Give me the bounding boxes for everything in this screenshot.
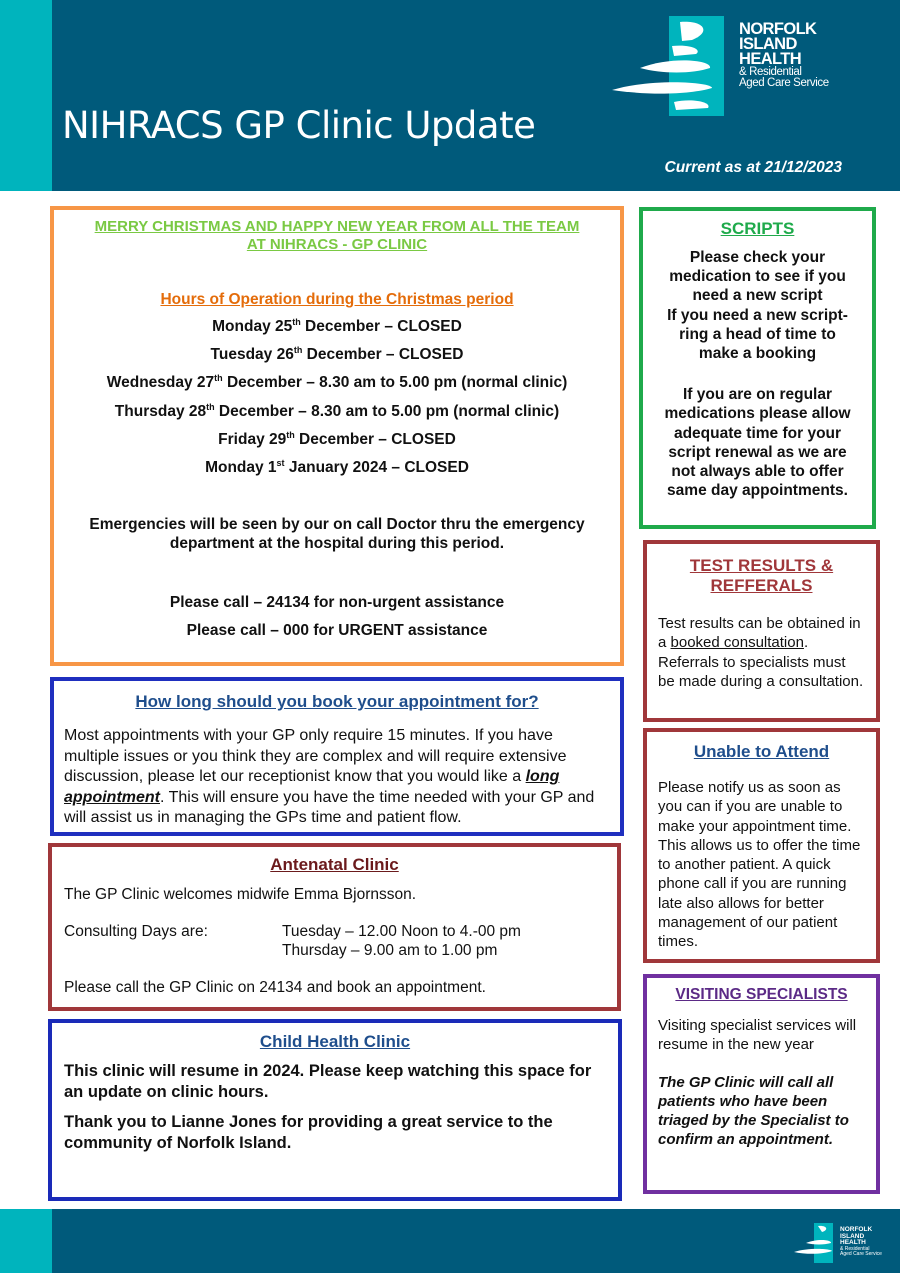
child-health-thanks: Thank you to Lianne Jones for providing a great service to the community of Norfolk Island. <box>64 1113 553 1152</box>
nonurgent-phone: Please call – 24134 for non-urgent assistance <box>169 594 505 612</box>
logo-text: NORFOLK ISLAND HEALTH & Residential Aged Care Service <box>739 20 829 89</box>
test-results-heading: TEST RESULTS & REFFERALS <box>689 556 834 595</box>
teal-accent-stripe <box>0 1209 52 1273</box>
urgent-phone: Please call – 000 for URGENT assistance <box>186 622 488 640</box>
schedule-row: Friday 29th December – CLOSED <box>218 429 456 448</box>
long-appointment-emphasis: long appointment <box>64 768 560 806</box>
scripts-section <box>639 207 876 529</box>
appointment-length-text: Most appointments with your GP only require 15 minutes. If you have multiple issues or you think they are complex and will require extensive discussion, please let our receptionist know that you would like a long appointment. This will ensure you have the time needed with your GP and will assist us in managing the GPs time and patient flow. <box>64 727 595 827</box>
schedule-row: Thursday 28th December – 8.30 am to 5.00 pm (normal clinic) <box>114 401 560 420</box>
emergency-notice: Emergencies will be seen by our on call Doctor thru the emergency department at the hospital during this period. <box>89 516 585 553</box>
antenatal-booking-instruction: Please call the GP Clinic on 24134 and book an appointment. <box>64 979 486 996</box>
logo-swirl-icon <box>612 16 737 116</box>
scripts-heading: SCRIPTS <box>720 219 795 238</box>
consulting-days <box>64 922 605 960</box>
unable-to-attend-text: Please notify us as soon as you can if you are unable to make your appointment time. This allows us to offer the time to another patient. A quick phone call if you are running late also allows for better management of our patient times. <box>658 779 861 951</box>
hours-of-operation-heading: Hours of Operation during the Christmas period <box>160 291 514 308</box>
test-results-text: Test results can be obtained in a booked consultation. Referrals to specialists must be made during a consultation. <box>658 615 864 690</box>
test-results-referrals-section <box>643 540 880 722</box>
norfolk-island-health-logo <box>612 16 852 116</box>
child-health-clinic-section <box>48 1019 622 1201</box>
appointment-length-heading: How long should you book your appointment for? <box>135 692 539 711</box>
visiting-specialists-heading: VISITING SPECIALISTS <box>675 986 848 1003</box>
footer-banner <box>0 1209 900 1273</box>
schedule-row: Monday 25th December – CLOSED <box>212 317 462 335</box>
unable-to-attend-section <box>643 728 880 963</box>
child-health-resume-notice: This clinic will resume in 2024. Please keep watching this space for an update on clinic hours. <box>64 1062 592 1101</box>
booked-consultation-underlined: booked consultation <box>670 634 804 652</box>
antenatal-clinic-section <box>48 843 621 1011</box>
consulting-days-label: Consulting Days are: <box>64 923 208 940</box>
christmas-hours-section <box>50 206 624 666</box>
child-health-heading: Child Health Clinic <box>259 1032 411 1051</box>
unable-to-attend-heading: Unable to Attend <box>693 742 830 761</box>
logo-swirl-icon <box>794 1223 839 1265</box>
midwife-welcome: The GP Clinic welcomes midwife Emma Bjornsson. <box>64 886 417 903</box>
season-greeting: MERRY CHRISTMAS AND HAPPY NEW YEAR FROM ALL THE TEAM AT NIHRACS - GP CLINIC <box>94 218 580 253</box>
footer-logo <box>794 1223 884 1265</box>
page-title: NIHRACS GP Clinic Update <box>62 104 536 147</box>
visiting-specialists-section <box>643 974 880 1194</box>
teal-accent-stripe <box>0 0 52 191</box>
consulting-days-list: Tuesday – 12.00 Noon to 4.-00 pm Thursday – 9.00 am to 1.00 pm <box>282 923 521 959</box>
visiting-specialists-callback-notice: The GP Clinic will call all patients who have been triaged by the Specialist to confirm an appointment. <box>658 1073 849 1149</box>
footer-logo-text: NORFOLK ISLAND HEALTH & Residential Aged Care Service <box>840 1226 882 1257</box>
visiting-specialists-text: Visiting specialist services will resume in the new year <box>658 1017 857 1054</box>
header-banner <box>0 0 900 191</box>
scripts-renewal-notice: If you are on regular medications please allow adequate time for your script renewal as we are not always able to offer same day appointments. <box>664 386 851 500</box>
current-as-at-date: Current as at 21/12/2023 <box>664 159 842 176</box>
schedule-row: Monday 1st January 2024 – CLOSED <box>205 458 469 477</box>
schedule-row: Tuesday 26th December – CLOSED <box>210 345 464 364</box>
antenatal-heading: Antenatal Clinic <box>270 855 399 874</box>
schedule-row: Wednesday 27th December – 8.30 am to 5.00 pm (normal clinic) <box>106 373 568 392</box>
scripts-check-medication: Please check your medication to see if you need a new script If you need a new script- ring a head of time to make a booking <box>667 249 848 363</box>
hours-schedule-list <box>54 313 620 482</box>
contact-numbers <box>54 589 620 645</box>
appointment-length-section <box>50 677 624 836</box>
